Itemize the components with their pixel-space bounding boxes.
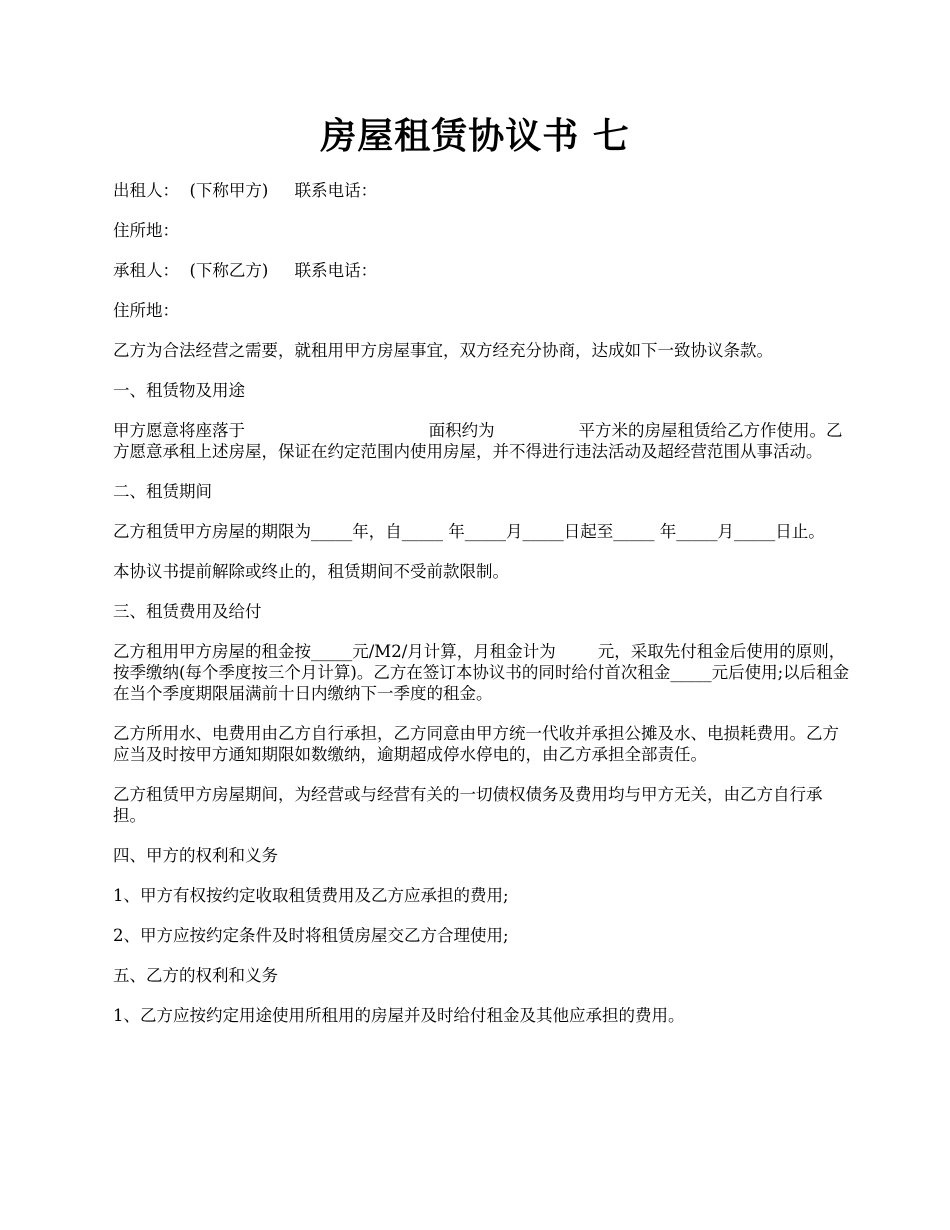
section-heading-party-a-rights: 四、甲方的权利和义务: [113, 846, 278, 865]
document-body: [113, 180, 853, 1045]
section-heading-lease-period: 二、租赁期间: [113, 482, 212, 501]
early-termination-paragraph: 本协议书提前解除或终止的，租赁期间不受前款限制。: [113, 562, 509, 581]
lease-period-paragraph: 乙方租赁甲方房屋的期限为_____年，自_____ 年_____月_____日起至_____ 年_____月_____日止。: [113, 522, 825, 541]
rent-paragraph: 乙方租用甲方房屋的租金按_____元/M2/月计算，月租金计为 元，采取先付租金后使用的原则，按季缴纳(每个季度按三个月计算)。乙方在签订本协议书的同时给付首次租金_____元后使用;以后租金在当个季度期限届满前十日内缴纳下一季度的租金。: [113, 642, 850, 703]
party-a-line: 出租人： (下称甲方) 联系电话：: [113, 181, 378, 200]
party-b-address: 住所地：: [113, 301, 179, 320]
preamble-paragraph: 乙方为合法经营之需要，就租用甲方房屋事宜，双方经充分协商，达成如下一致协议条款。: [113, 341, 773, 360]
utilities-paragraph: 乙方所用水、电费用由乙方自行承担，乙方同意由甲方统一代收并承担公摊及水、电损耗费用。乙方应当及时按甲方通知期限如数缴纳，逾期超成停水停电的，由乙方承担全部责任。: [113, 724, 839, 764]
document-title: 房屋租赁协议书 七: [320, 115, 630, 157]
debts-paragraph: 乙方租赁甲方房屋期间，为经营或与经营有关的一切债权债务及费用均与甲方无关，由乙方自行承担。: [113, 785, 823, 825]
section-heading-party-b-rights: 五、乙方的权利和义务: [113, 966, 278, 985]
party-a-right-1: 1、甲方有权按约定收取租赁费用及乙方应承担的费用;: [113, 886, 509, 905]
party-b-right-1: 1、乙方应按约定用途使用所租用的房屋并及时给付租金及其他应承担的费用。: [113, 1006, 685, 1025]
party-a-address: 住所地：: [113, 221, 179, 240]
section-heading-lease-fees: 三、租赁费用及给付: [113, 602, 262, 621]
section-heading-lease-object: 一、租赁物及用途: [113, 381, 245, 400]
lease-object-paragraph: 甲方愿意将座落于 面积约为 平方米的房屋租赁给乙方作使用。乙方愿意承租上述房屋，保证在约定范围内使用房屋，并不得进行违法活动及超经营范围从事活动。: [113, 421, 843, 461]
party-b-line: 承租人： (下称乙方) 联系电话：: [113, 261, 378, 280]
party-a-right-2: 2、甲方应按约定条件及时将租赁房屋交乙方合理使用;: [113, 926, 509, 945]
